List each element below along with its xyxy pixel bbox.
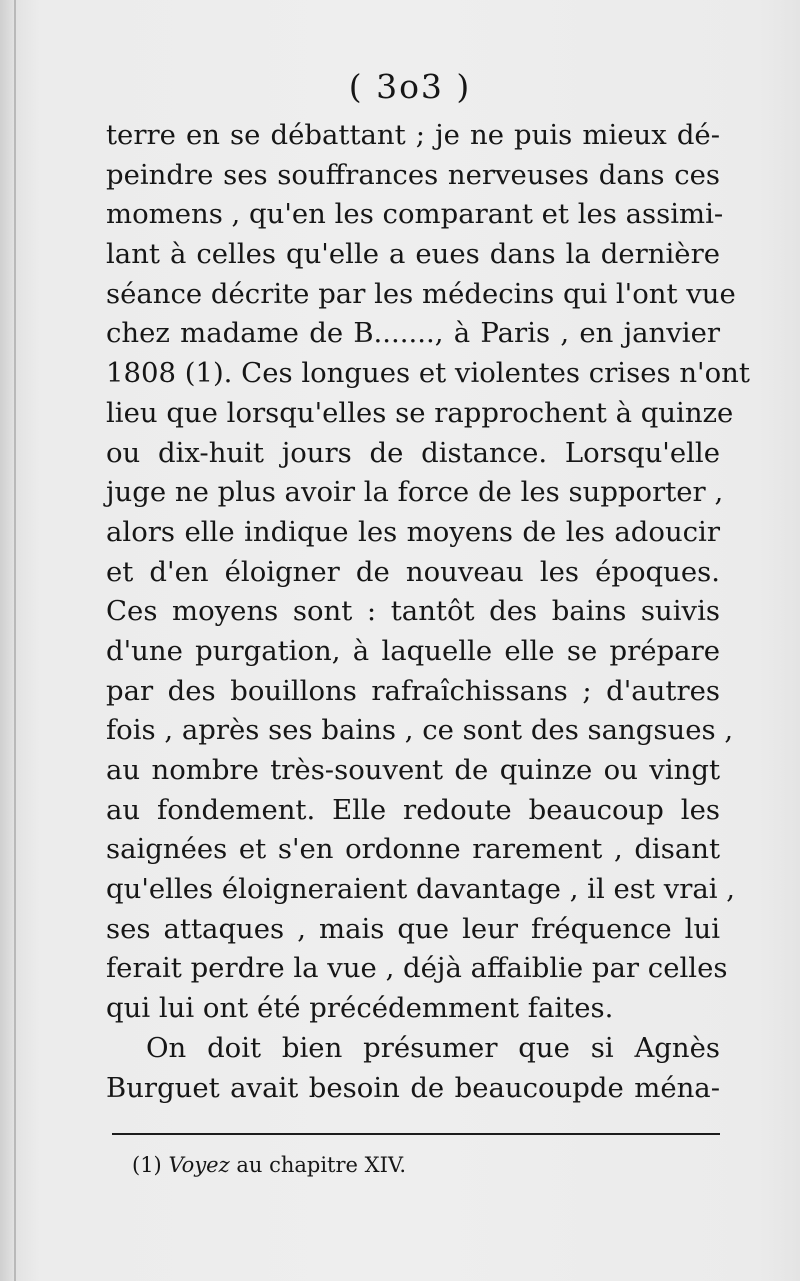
text-line: fois , après ses bains , ce sont des sangsues , [106,714,734,747]
text-line: séance décrite par les médecins qui l'ont vue [106,277,736,310]
text-line: Burguet avait besoin de beaucoupde ména- [106,1071,720,1104]
text-line: momens , qu'en les comparant et les assimi- [106,198,724,231]
text-line: et d'en éloigner de nouveau les époques. [106,555,720,588]
text-line: lieu que lorsqu'elles se rapprochent à quinze [106,396,734,429]
text-line: juge ne plus avoir la force de les supporter , [106,476,724,509]
text-line: 1808 (1). Ces longues et violentes crises n'ont [106,357,750,390]
text-line: au fondement. Elle redoute beaucoup les [106,793,720,826]
body-text [106,116,750,1108]
text-line: d'une purgation, à laquelle elle se prépare [106,634,720,667]
text-line: saignées et s'en ordonne rarement , disant [106,833,720,866]
text-line: chez madame de B......., à Paris , en janvier [106,317,720,350]
text-line: ses attaques , mais que leur fréquence lui [106,912,720,945]
footnote-marker: (1) [132,1153,162,1177]
text-line: par des bouillons rafraîchissans ; d'autres [106,674,720,707]
text-line: au nombre très-souvent de quinze ou vingt [106,754,720,786]
footnote-divider [112,1133,720,1135]
page-gutter [14,0,16,1281]
text-line: terre en se débattant ; je ne puis mieux dé- [106,119,720,151]
footnote-text: au chapitre XIV. [236,1153,407,1177]
text-line: peindre ses souffrances nerveuses dans ces [106,158,720,191]
text-line: lant à celles qu'elle a eues dans la dernière [106,238,720,271]
text-line: Ces moyens sont : tantôt des bains suivis [106,595,720,628]
paragraph-start-line: On doit bien présumer que si Agnès [146,1031,720,1064]
text-line: alors elle indique les moyens de les adoucir [106,515,720,548]
text-line: ou dix-huit jours de distance. Lorsqu'elle [106,436,720,469]
text-line: qu'elles éloigneraient davantage , il est vrai , [106,873,736,906]
footnote-italic-word: Voyez [168,1153,230,1177]
text-line: ferait perdre la vue , déjà affaiblie par celles [106,952,728,985]
footnote [132,1150,406,1180]
text-line: qui lui ont été précédemment faites. [106,992,614,1025]
page-number: ( 3o3 ) [348,67,472,106]
